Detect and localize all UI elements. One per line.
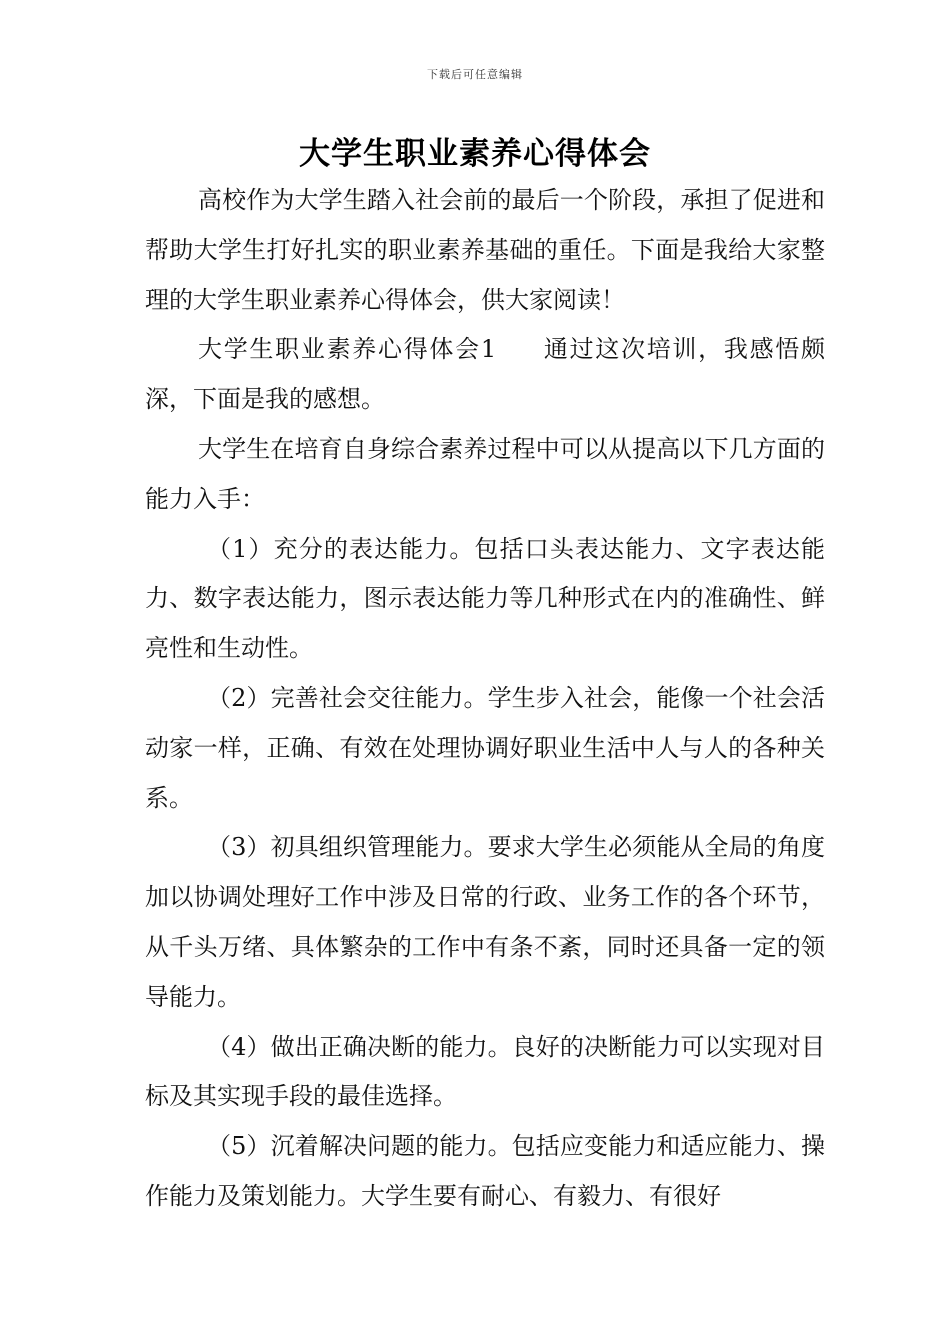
- intro-paragraph: 高校作为大学生踏入社会前的最后一个阶段，承担了促进和帮助大学生打好扎实的职业素养基础的重任。下面是我给大家整理的大学生职业素养心得体会，供大家阅读！: [145, 186, 825, 314]
- abilities-intro-paragraph: 大学生在培育自身综合素养过程中可以从提高以下几方面的能力入手：: [145, 434, 825, 513]
- ability-item-5: （5）沉着解决问题的能力。包括应变能力和适应能力、操作能力及策划能力。大学生要有耐心、有毅力、有很好: [145, 1132, 825, 1210]
- ability-item-3: （3）初具组织管理能力。要求大学生必须能从全局的角度加以协调处理好工作中涉及日常的行政、业务工作的各个环节，从千头万绪、具体繁杂的工作中有条不紊，同时还具备一定的领导能力。: [145, 833, 825, 1011]
- ability-item-1: （1）充分的表达能力。包括口头表达能力、文字表达能力、数字表达能力，图示表达能力等几种形式在内的准确性、鲜亮性和生动性。: [145, 534, 825, 663]
- document-body: [145, 176, 825, 1222]
- section-heading: 大学生职业素养心得体会1: [198, 335, 497, 364]
- section-text: 通过这次培训，我感悟颇深，下面是我的感想。: [145, 335, 825, 414]
- section-paragraph: [145, 325, 825, 425]
- ability-item-2: （2）完善社会交往能力。学生步入社会，能像一个社会活动家一样，正确、有效在处理协调好职业生活中人与人的各种关系。: [145, 683, 825, 812]
- header-note: 下载后可任意编辑: [427, 68, 523, 81]
- document-title: 大学生职业素养心得体会: [299, 136, 651, 172]
- ability-item-4: （4）做出正确决断的能力。良好的决断能力可以实现对目标及其实现手段的最佳选择。: [145, 1032, 825, 1111]
